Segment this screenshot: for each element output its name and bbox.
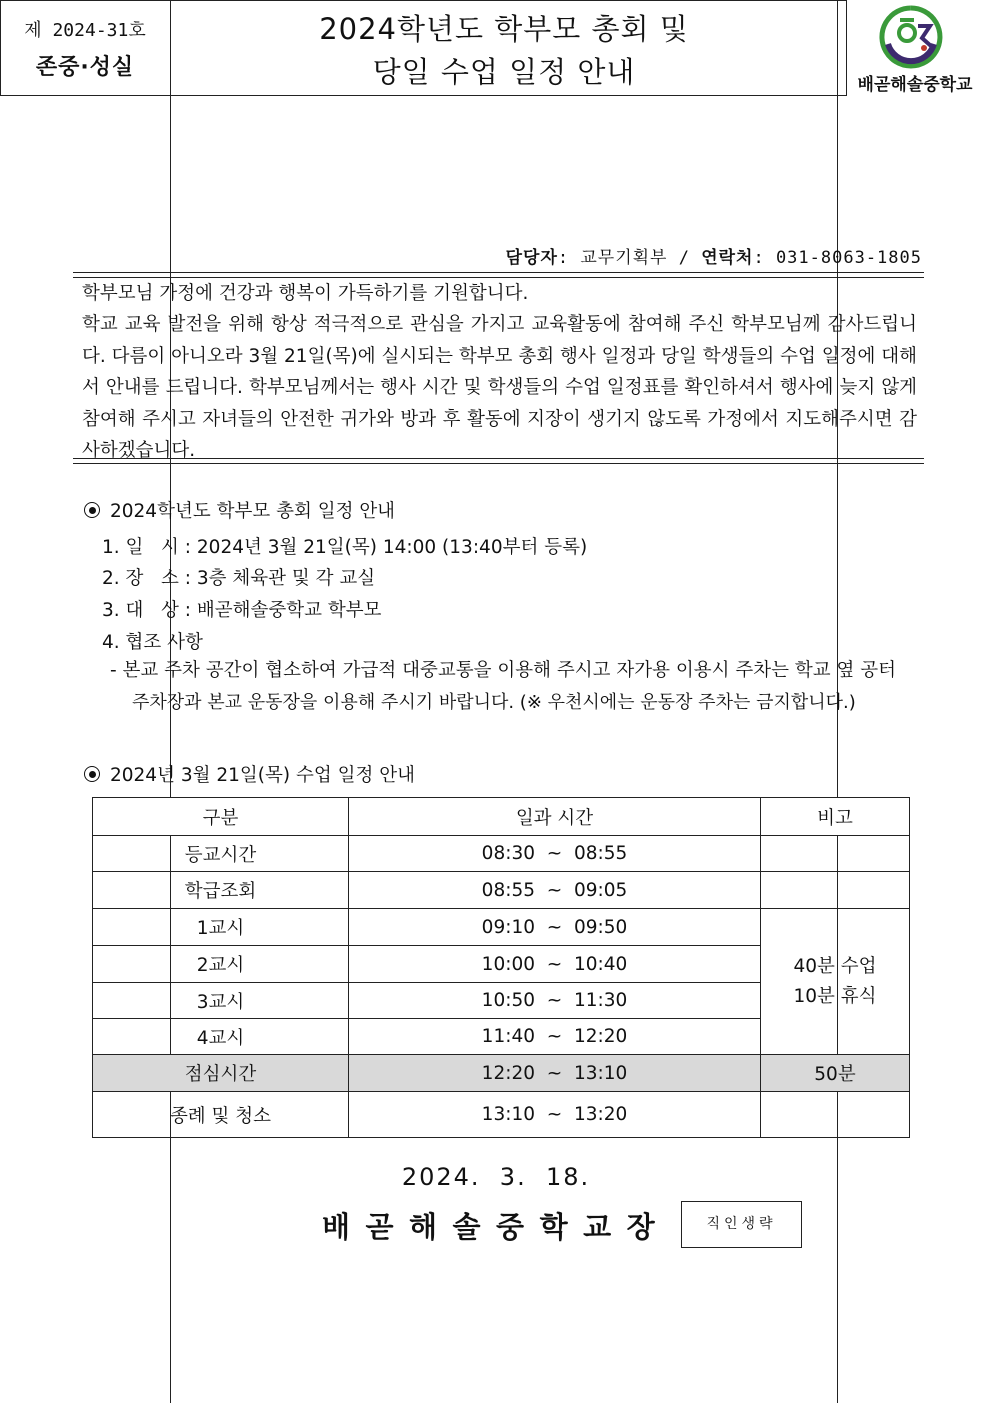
divider-bottom bbox=[73, 458, 924, 464]
contact-phone: : 031-8063-1805 bbox=[753, 248, 922, 268]
row-label: 3교시 bbox=[93, 983, 349, 1019]
meeting-item-place: 2. 장 소 : 3층 체육관 및 각 교실 bbox=[102, 568, 376, 589]
bullet-icon bbox=[84, 502, 100, 518]
document-title-line1: 2024학년도 학부모 총회 및 bbox=[319, 12, 689, 46]
row-time: 08:30 ~ 08:55 bbox=[349, 836, 761, 872]
school-logo-icon bbox=[878, 4, 944, 70]
table-row-lunch bbox=[93, 1055, 910, 1092]
intro-paragraph: 학교 교육 발전을 위해 항상 적극적으로 관심을 가지고 교육활동에 참여해 주신 학부모님께 감사드립니다. 다름이 아니오라 3월 21일(목)에 실시되는 학부모 총회 행사 일정과 당일 학생들의 수업 일정에 대해서 안내를 드립니다. 학부모님께서는 행사 시간 및 학생들의 수업 일정표를 확인하셔서 행사에 늦지 않게 참여해 주시고 자녀들의 안전한 귀가와 방과 후 활동에 지장이 생기지 않도록 가정에서 지도해주시면 감사하겠습니다. bbox=[82, 314, 917, 462]
row-time: 09:10 ~ 09:50 bbox=[349, 909, 761, 946]
bullet-icon bbox=[84, 766, 100, 782]
table-row bbox=[93, 872, 910, 909]
table-row bbox=[93, 909, 910, 946]
doc-number: 제 2024-31호 bbox=[24, 20, 146, 41]
meeting-item-time: 1. 일 시 : 2024년 3월 21일(목) 14:00 (13:40부터 등록) bbox=[102, 537, 588, 558]
row-time: 10:50 ~ 11:30 bbox=[349, 983, 761, 1019]
section-heading-text: 2024년 3월 21일(목) 수업 일정 안내 bbox=[110, 765, 415, 786]
row-label: 4교시 bbox=[93, 1019, 349, 1055]
document-title-line2: 당일 수업 일정 안내 bbox=[372, 55, 636, 89]
contact-info bbox=[506, 243, 922, 268]
row-note bbox=[761, 872, 910, 909]
section-heading-schedule bbox=[84, 761, 415, 787]
row-label: 1교시 bbox=[93, 909, 349, 946]
merged-note-line2: 10분 휴식 bbox=[793, 985, 877, 1007]
column-header: 구분 bbox=[93, 798, 349, 836]
row-note-merged bbox=[761, 909, 910, 1055]
section-heading-meeting bbox=[84, 497, 395, 523]
seal-omitted-box: 직인생략 bbox=[681, 1201, 802, 1248]
row-time: 08:55 ~ 09:05 bbox=[349, 872, 761, 909]
school-logo-cell bbox=[837, 0, 992, 1403]
merged-note-line1: 40분 수업 bbox=[793, 955, 877, 977]
school-logo-name: 배곧해솔중학교 bbox=[857, 75, 973, 95]
row-label: 학급조회 bbox=[93, 872, 349, 909]
row-note: 50분 bbox=[761, 1055, 910, 1092]
section-heading-text: 2024학년도 학부모 총회 일정 안내 bbox=[110, 501, 396, 522]
meeting-item-cooperation: 4. 협조 사항 bbox=[102, 632, 203, 653]
contact-person: : 교무기획부 / bbox=[557, 248, 702, 268]
table-header-row bbox=[93, 798, 910, 836]
document-date: 2024. 3. 18. bbox=[401, 1163, 591, 1191]
intro-greeting: 학부모님 가정에 건강과 행복이 가득하기를 기원합니다. bbox=[82, 283, 529, 304]
row-label: 점심시간 bbox=[93, 1055, 349, 1092]
row-time: 10:00 ~ 10:40 bbox=[349, 946, 761, 983]
row-time: 12:20 ~ 13:10 bbox=[349, 1055, 761, 1092]
meeting-item-target: 3. 대 상 : 배곧해솔중학교 학부모 bbox=[102, 600, 382, 621]
table-row bbox=[93, 836, 910, 872]
row-time: 13:10 ~ 13:20 bbox=[349, 1092, 761, 1138]
row-label: 2교시 bbox=[93, 946, 349, 983]
table-row bbox=[93, 1092, 910, 1138]
document-header bbox=[0, 0, 973, 96]
row-time: 11:40 ~ 12:20 bbox=[349, 1019, 761, 1055]
row-label: 종례 및 청소 bbox=[93, 1092, 349, 1138]
row-note bbox=[761, 1092, 910, 1138]
school-motto: 존중·성실 bbox=[35, 55, 135, 80]
parking-note-line2: 주차장과 본교 운동장을 이용해 주시기 바랍니다. (※ 우천시에는 운동장 주차는 금지합니다.) bbox=[132, 692, 856, 713]
intro-text bbox=[82, 278, 917, 466]
parking-note-line1: - 본교 주차 공간이 협소하여 가급적 대중교통을 이용해 주시고 자가용 이용시 주차는 학교 옆 공터 bbox=[110, 660, 896, 681]
row-note bbox=[761, 836, 910, 872]
column-header: 비고 bbox=[761, 798, 910, 836]
row-label: 등교시간 bbox=[93, 836, 349, 872]
class-schedule-table bbox=[92, 797, 910, 1138]
contact-person-label: 담당자 bbox=[505, 248, 558, 268]
contact-phone-label: 연락처 bbox=[701, 248, 754, 268]
principal-signature: 배곧해솔중학교장 bbox=[322, 1210, 671, 1244]
column-header: 일과 시간 bbox=[349, 798, 761, 836]
